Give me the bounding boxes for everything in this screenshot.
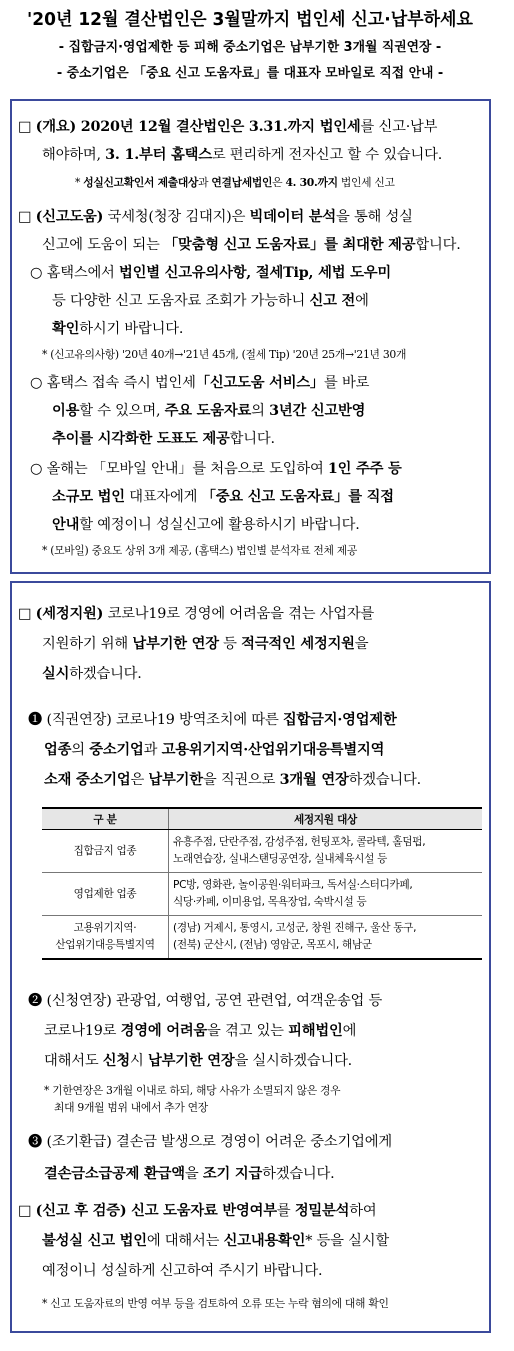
help-bullet-2-line-1: ○ 홈택스 접속 즉시 법인세「신고도움 서비스」를 바로	[30, 375, 370, 391]
support-item-2	[28, 986, 382, 1076]
support-item-2-note: * 기한연장은 3개월 이내로 하되, 해당 사유가 소멸되지 않은 경우 최대 9개월 범위 내에서 추가 연장	[44, 1084, 341, 1114]
support-paragraph	[18, 599, 374, 689]
page-subtitle-1: - 집합금지·영업제한 등 피해 중소기업은 납부기한 3개월 직권연장 -	[58, 40, 442, 55]
verify-line-1: □ (신고 후 검증) 신고 도움자료 반영여부를 정밀분석하여	[18, 1203, 377, 1219]
verify-line-2: 불성실 신고 법인에 대해서는 신고내용확인* 등을 실시할	[42, 1233, 389, 1249]
support-item-3	[28, 1126, 392, 1190]
page-title: '20년 12월 결산법인은 3월말까지 법인세 신고·납부하세요	[27, 10, 473, 30]
verify-paragraph	[18, 1196, 389, 1286]
overview-paragraph	[18, 113, 442, 169]
help-bullet-1	[30, 259, 391, 343]
help-line-2: 신고에 도움이 되는 「맞춤형 신고 도움자료」를 최대한 제공합니다.	[42, 237, 461, 253]
table-header-row	[42, 808, 482, 830]
support-item-3-line-1: ❸ (조기환급) 결손금 발생으로 경영이 어려운 중소기업에게	[28, 1134, 392, 1150]
support-item-3-line-2: 결손금소급공제 환급액을 조기 지급하겠습니다.	[44, 1166, 335, 1182]
support-item-2-line-2: 코로나19로 경영에 어려움을 겪고 있는 피해법인에	[44, 1023, 357, 1039]
table-row	[42, 916, 482, 960]
support-line-1: □ (세정지원) 코로나19로 경영에 어려움을 겪는 사업자를	[18, 606, 375, 622]
help-bullet-1-line-1: ○ 홈택스에서 법인별 신고유의사항, 절세Tip, 세법 도우미	[30, 265, 391, 281]
verify-line-3: 예정이니 성실하게 신고하여 주시기 바랍니다.	[42, 1263, 323, 1279]
help-bullet-2	[30, 369, 369, 453]
help-bullet-3-line-1: ○ 올해는 「모바일 안내」를 처음으로 도입하여 1인 주주 등	[30, 461, 402, 477]
table-header-target: 세정지원 대상	[169, 808, 483, 830]
page-subtitle-2: - 중소기업은 「중요 신고 도움자료」를 대표자 모바일로 직접 안내 -	[56, 66, 444, 81]
overview-note: * 성실신고확인서 제출대상과 연결납세법인은 4. 30.까지 법인세 신고	[75, 176, 395, 189]
help-bullet-2-line-2: 이용할 수 있으며, 주요 도움자료의 3년간 신고반영	[52, 403, 366, 419]
overview-line-2: 해야하며, 3. 1.부터 홈택스로 편리하게 전자신고 할 수 있습니다.	[42, 147, 443, 163]
overview-line-1: □ (개요) 2020년 12월 결산법인은 3.31.까지 법인세를 신고·납부	[18, 119, 438, 135]
support-item-1-line-1: ❶ (직권연장) 코로나19 방역조치에 따른 집합금지·영업제한	[28, 712, 397, 728]
support-item-2-line-3: 대해서도 신청시 납부기한 연장을 실시하겠습니다.	[44, 1053, 353, 1069]
support-target-table	[42, 807, 482, 960]
support-item-2-line-1: ❷ (신청연장) 관광업, 여행업, 공연 관련업, 여객운송업 등	[28, 993, 383, 1009]
table-cell-target: PC방, 영화관, 놀이공원·워터파크, 독서실·스터디카페, 식당·카페, 이미용업, 목욕장업, 숙박시설 등	[169, 873, 483, 916]
table-cell-target: (경남) 거제시, 통영시, 고성군, 창원 진해구, 울산 동구, (전북) 군산시, (전남) 영암군, 목포시, 해남군	[169, 916, 483, 960]
table-row	[42, 873, 482, 916]
help-bullet-1-line-3: 확인하시기 바랍니다.	[52, 321, 184, 337]
help-bullet-3-note: * (모바일) 중요도 상위 3개 제공, (홈택스) 법인별 분석자료 전체 제공	[42, 544, 358, 557]
help-paragraph	[18, 203, 461, 259]
help-bullet-3	[30, 455, 402, 539]
table-row	[42, 830, 482, 873]
table-cell-target: 유흥주점, 단란주점, 감성주점, 헌팅포차, 콜라텍, 홀덤펍, 노래연습장, 실내스탠딩공연장, 실내체육시설 등	[169, 830, 483, 873]
table-header-category: 구 분	[42, 808, 169, 830]
help-bullet-1-line-2: 등 다양한 신고 도움자료 조회가 가능하니 신고 전에	[52, 293, 369, 309]
help-bullet-1-note: * (신고유의사항) '20년 40개→'21년 45개, (절세 Tip) '20년 25개→'21년 30개	[42, 348, 407, 361]
support-item-1-line-3: 소재 중소기업은 납부기한을 직권으로 3개월 연장하겠습니다.	[44, 772, 421, 788]
support-line-2: 지원하기 위해 납부기한 연장 등 적극적인 세정지원을	[42, 636, 369, 652]
support-item-1	[28, 705, 421, 795]
table-cell-category: 집합금지 업종	[42, 830, 169, 873]
help-line-1: □ (신고도움) 국세청(청장 김대지)은 빅데이터 분석을 통해 성실	[18, 209, 413, 225]
verify-note: * 신고 도움자료의 반영 여부 등을 검토하여 오류 또는 누락 혐의에 대해 확인	[42, 1297, 389, 1310]
help-bullet-2-line-3: 추이를 시각화한 도표도 제공합니다.	[52, 431, 275, 447]
help-bullet-3-line-2: 소규모 법인 대표자에게 「중요 신고 도움자료」를 직접	[52, 489, 394, 505]
table-cell-category: 영업제한 업종	[42, 873, 169, 916]
support-item-1-line-2: 업종의 중소기업과 고용위기지역·산업위기대응특별지역	[44, 742, 385, 758]
support-line-3: 실시하겠습니다.	[42, 666, 142, 682]
help-bullet-3-line-3: 안내할 예정이니 성실신고에 활용하시기 바랍니다.	[52, 517, 360, 533]
table-cell-category: 고용위기지역· 산업위기대응특별지역	[42, 916, 169, 960]
